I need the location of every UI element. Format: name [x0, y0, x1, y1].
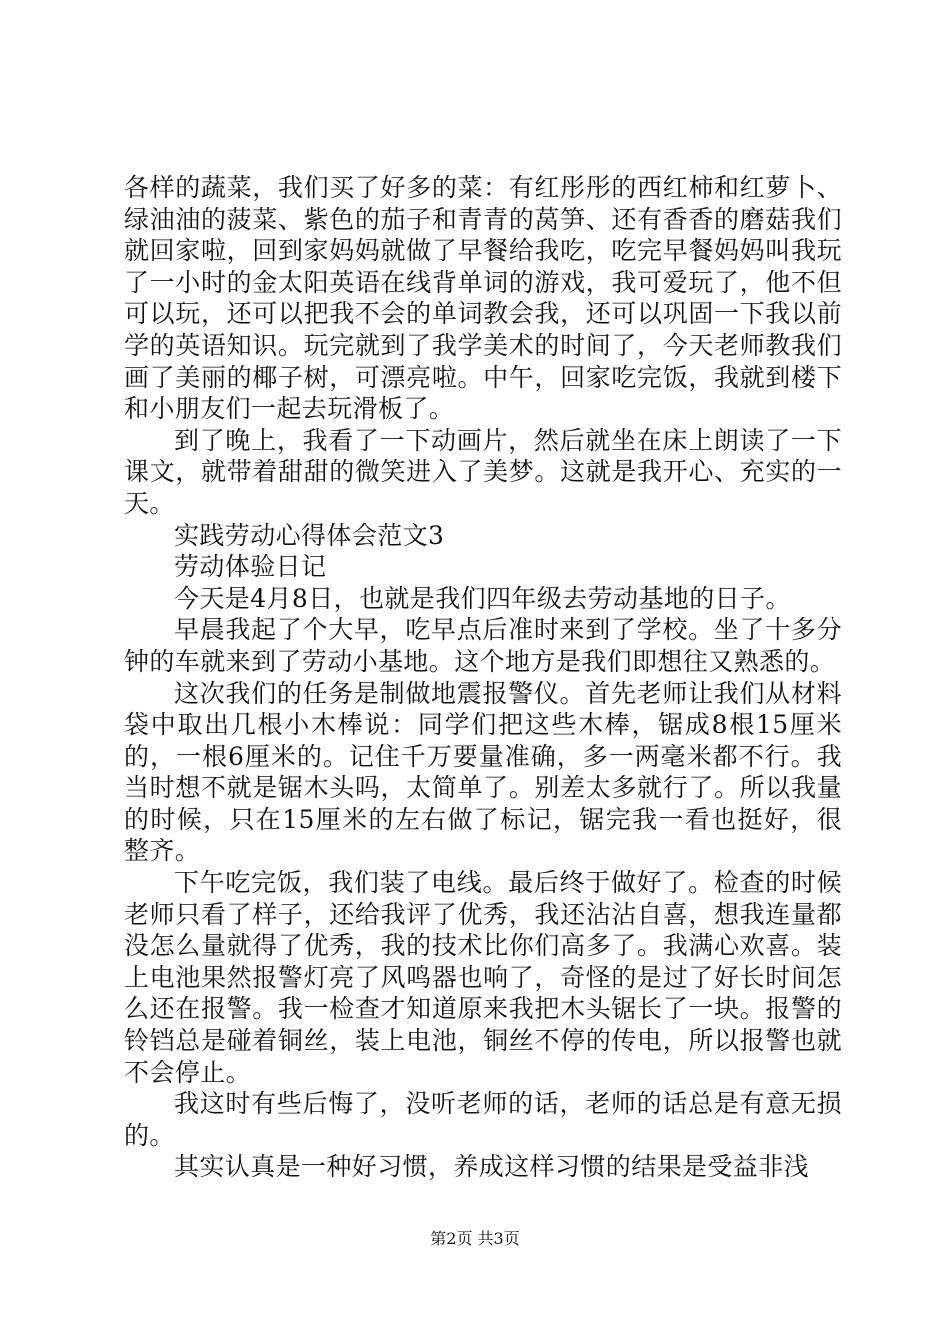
paragraph-morning: 早晨我起了个大早，吃早点后准时来到了学校。坐了十多分钟的车就来到了劳动小基地。这个地方是我们即想往又熟悉的。	[124, 615, 842, 676]
paragraph-evening: 到了晚上，我看了一下动画片，然后就坐在床上朗读了一下课文，就带着甜甜的微笑进入了美梦。这就是我开心、充实的一天。	[124, 425, 842, 518]
paragraph-afternoon: 下午吃完饭，我们装了电线。最后终于做好了。检查的时候老师只看了样子，还给我评了优秀，我还沾沾自喜，想我连量都没怎么量就得了优秀，我的技术比你们高多了。我满心欢喜。装上电池果然报警灯亮了风鸣器也响了，奇怪的是过了好长时间怎么还在报警。我一检查才知道原来我把木头锯长了一块。报警的铃铛总是碰着铜丝，装上电池，铜丝不停的传电，所以报警也就不会停止。	[124, 868, 842, 1087]
paragraph-continuation: 各样的蔬菜，我们买了好多的菜：有红彤彤的西红柿和红萝卜、绿油油的菠菜、紫色的茄子和青青的莴笋、还有香香的磨菇我们就回家啦，回到家妈妈就做了早餐给我吃，吃完早餐妈妈叫我玩了一小时的金太阳英语在线背单词的游戏，我可爱玩了，他不但可以玩，还可以把我不会的单词教会我，还可以巩固一下我以前学的英语知识。玩完就到了我学美术的时间了，今天老师教我们画了美丽的椰子树，可漂亮啦。中午，回家吃完饭，我就到楼下和小朋友们一起去玩滑板了。	[124, 173, 842, 424]
section-heading: 实践劳动心得体会范文3	[174, 520, 445, 550]
paragraph-regret: 我这时有些后悔了，没听老师的话，老师的话总是有意无损的。	[124, 1089, 842, 1150]
diary-title: 劳动体验日记	[174, 552, 327, 582]
page-number-footer: 第2页 共3页	[430, 1229, 520, 1248]
paragraph-task: 这次我们的任务是制做地震报警仪。首先老师让我们从材料袋中取出几根小木棒说：同学们把这些木棒，锯成8根15厘米的，一根6厘米的。记住千万要量准确，多一两毫米都不行。我当时想不就是锯木头吗，太简单了。别差太多就行了。所以我量的时候，只在15厘米的左右做了标记，锯完我一看也挺好，很整齐。	[124, 678, 842, 866]
paragraph-conclusion: 其实认真是一种好习惯，养成这样习惯的结果是受益非浅	[174, 1152, 810, 1182]
paragraph-date: 今天是4月8日，也就是我们四年级去劳动基地的日子。	[174, 583, 791, 613]
document-body	[124, 172, 842, 1183]
